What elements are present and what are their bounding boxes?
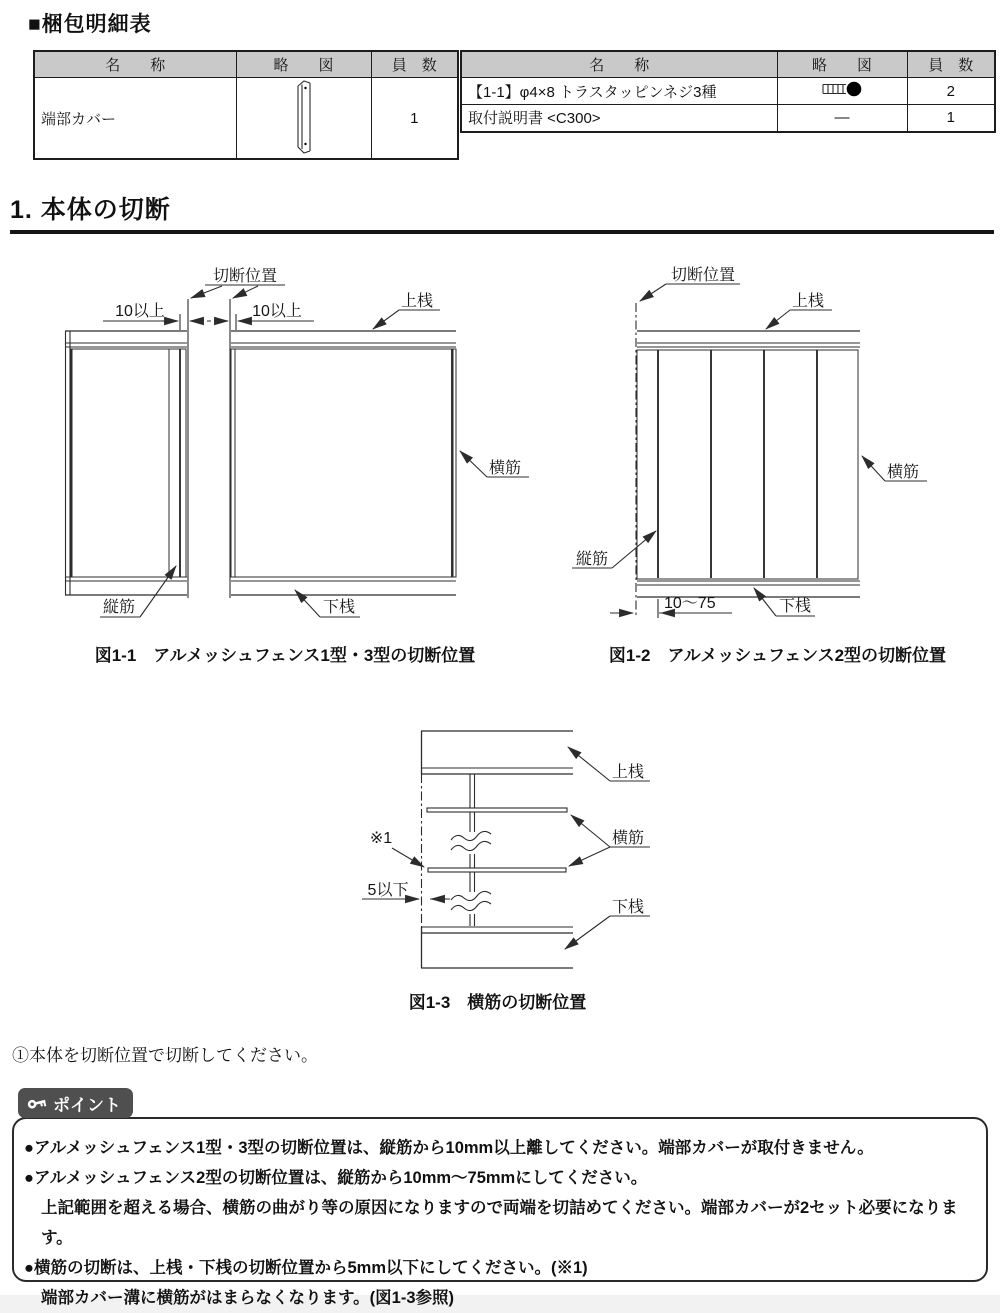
key-icon — [26, 1092, 48, 1114]
part-name-end-cover: 端部カバー — [34, 78, 236, 160]
v-wire-label: 縦筋 — [102, 599, 136, 616]
section-title: 1. 本体の切断 — [10, 190, 994, 234]
part-qty: 2 — [907, 78, 995, 105]
dim-right-label: 10以上 — [252, 303, 302, 320]
screw-drawing — [819, 80, 865, 98]
dim-label: 10〜75 — [664, 595, 716, 612]
packing-table-left — [33, 50, 459, 160]
part-qty: 1 — [371, 78, 458, 160]
part-name-manual: 取付説明書 <C300> — [461, 105, 777, 132]
fence1-rails — [65, 331, 456, 595]
dim-left-label: 10以上 — [115, 303, 165, 320]
point-bullet-list — [24, 1133, 978, 1313]
fig3-part-labels — [565, 747, 650, 949]
fig3-dimension — [362, 881, 450, 899]
table-header-row — [461, 51, 995, 78]
figure-1-3 — [320, 715, 690, 985]
fig2-part-labels — [572, 292, 927, 616]
step-1-text: ①本体を切断位置で切断してください。 — [12, 1046, 318, 1065]
h-wire-label: 横筋 — [489, 460, 522, 477]
break-symbol — [451, 831, 491, 840]
break-symbol — [451, 841, 491, 850]
fig1-2-caption: 図1-2 アルメッシュフェンス2型の切断位置 — [608, 646, 947, 665]
h-wire-label: 横筋 — [612, 830, 645, 847]
table-row — [34, 78, 458, 160]
fig1-3-caption: 図1-3 横筋の切断位置 — [408, 993, 587, 1012]
v-wire-label: 縦筋 — [575, 551, 609, 568]
fig3-rails — [421, 731, 573, 968]
end-cover-drawing — [289, 78, 319, 154]
fig1-dimension — [103, 302, 314, 330]
fig2-dimension — [610, 595, 732, 618]
fig3-vertical-wire — [451, 774, 491, 926]
part-qty: 1 — [907, 105, 995, 132]
fig3-horizontal-wires — [427, 808, 567, 872]
packing-list-title: ■梱包明細表 — [28, 13, 152, 36]
figure-1-1 — [55, 250, 545, 650]
point-bullet-continuation: 端部カバー溝に横筋がはまらなくなります。(図1-3参照) — [41, 1289, 455, 1307]
break-symbol — [451, 901, 491, 910]
table-row — [461, 78, 995, 105]
table-header-row — [34, 51, 458, 78]
fig3-note-group — [370, 830, 424, 867]
col-header-qty: 員 数 — [371, 51, 458, 78]
col-header-name: 名 称 — [461, 51, 777, 78]
fence1-cut-lines — [188, 299, 230, 598]
bottom-rail-label: 下桟 — [778, 598, 812, 615]
point-box — [12, 1117, 988, 1307]
break-symbol — [451, 891, 491, 900]
screw-sketch-icon — [777, 78, 907, 105]
col-header-sketch: 略 図 — [236, 51, 371, 78]
bottom-rail-label: 下桟 — [612, 899, 645, 916]
table-row — [461, 105, 995, 132]
part-name-screw: 【1-1】φ4×8 トラスタッピンネジ3種 — [461, 78, 777, 105]
point-badge-label: ポイント — [53, 1095, 121, 1115]
dim-label: 5以下 — [367, 882, 409, 899]
col-header-sketch: 略 図 — [777, 51, 907, 78]
fence2-rails — [637, 331, 860, 597]
point-bullet: ●横筋の切断は、上桟・下桟の切断位置から5mm以下にしてください。(※1) — [24, 1259, 588, 1277]
top-rail-label: 上桟 — [612, 764, 645, 781]
cut-position-label: 切断位置 — [670, 267, 736, 284]
figure-1-2 — [555, 250, 1000, 650]
top-rail-label: 上桟 — [792, 293, 825, 310]
col-header-qty: 員 数 — [907, 51, 995, 78]
bottom-rail-label: 下桟 — [322, 599, 356, 616]
fig2-cut-label-group — [640, 266, 740, 301]
h-wire-label: 横筋 — [887, 464, 920, 481]
fig1-cut-label-group — [191, 267, 285, 298]
point-badge — [18, 1088, 133, 1118]
fig1-1-caption: 図1-1 アルメッシュフェンス1型・3型の切断位置 — [94, 646, 476, 665]
point-bullet: ●アルメッシュフェンス2型の切断位置は、縦筋から10mm〜75mmにしてください。 — [24, 1169, 648, 1187]
end-cover-sketch-icon — [236, 78, 371, 160]
cut-position-label: 切断位置 — [212, 268, 278, 285]
fig1-part-labels — [100, 292, 529, 617]
point-bullet-continuation: 上記範囲を超える場合、横筋の曲がり等の原因になりますので両端を切詰めてください。端部カバーが2セット必要になります。 — [41, 1199, 958, 1247]
fence2-mesh — [637, 350, 858, 579]
note-label: ※1 — [369, 830, 393, 847]
top-rail-label: 上桟 — [401, 293, 434, 310]
col-header-name: 名 称 — [34, 51, 236, 78]
sketch-dash: — — [777, 105, 907, 132]
point-bullet: ●アルメッシュフェンス1型・3型の切断位置は、縦筋から10mm以上離してください。端部カバーが取付きません。 — [24, 1139, 874, 1157]
fence1-mesh — [71, 349, 456, 577]
packing-table-right — [460, 50, 996, 133]
